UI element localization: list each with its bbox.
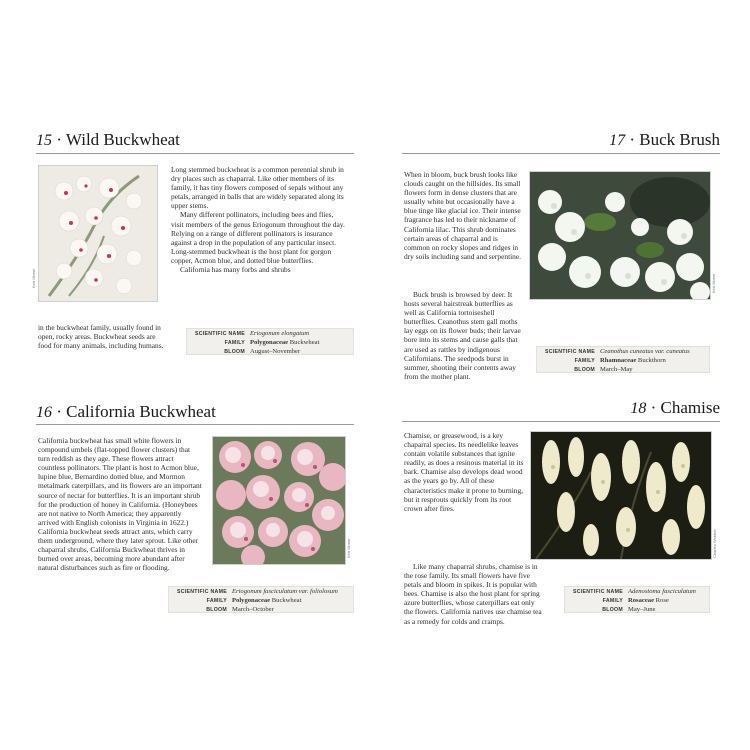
- entry-title: California Buckwheat: [66, 402, 216, 421]
- right-page: [402, 118, 720, 626]
- buck-brush-text-2: Buck brush is browsed by deer. It hosts several hairstreak butterflies as well as California tortoiseshell butterflies. Ceanothus stem gall moths lay eggs on its flower buds; their larvae bore into its stems and cause galls that are used as rattles by indigenous Californians. The seedpods burst in summer, shooting their contents away from the mother plant.: [404, 290, 521, 381]
- california-buckwheat-info-box: SCIENTIFIC NAME Eriogonum fasciculatum var. foliolosum FAMILY Polygonaceae Buckwheat BLOOM March–October: [168, 586, 354, 613]
- chamise-photo: [530, 431, 712, 560]
- left-page: [31, 118, 354, 623]
- wild-buckwheat-info-box: SCIENTIFIC NAME Eriogonum elongatum FAMILY Polygonaceae Buckwheat BLOOM August–November: [186, 328, 354, 355]
- heading-rule: [36, 153, 354, 154]
- entry-heading-buck-brush: 17 · Buck Brush: [609, 130, 720, 149]
- entry-title: Buck Brush: [639, 130, 720, 149]
- photo-credit: Charles Webber: [712, 529, 717, 558]
- wild-buckwheat-text: Long stemmed buckwheat is a common perennial shrub in dry places such as chaparral. Like other members of its family, it has tiny flowers composed of sepals without any petals, arranged in balls that are widely separated along its upper stems. Many different pollinators, including bees and flies, visit members of the genus Eriogonum throughout the day. Relying on a range of different pollinators is insurance against a drop in the population of any particular insect. Long-stemmed buckwheat is the host plant for gorgon copper, Acmon blue, and dotted blue butterflies. California has many forbs and shrubs: [171, 165, 345, 275]
- wild-buckwheat-photo: [38, 165, 158, 302]
- buck-brush-info-box: SCIENTIFIC NAME Ceanothus cuneatus var. cuneatus FAMILY Rhamnaceae Buckthorn BLOOM March–May: [536, 346, 710, 373]
- chamise-text-1: Chamise, or greasewood, is a key chaparral species. Its needlelike leaves contain volatile substances that ignite readily, as does a resinous material in its bark. Chamise also develops dead wood as the years go by. All of these characteristics make it prone to burning, but it resprouts quickly from its root crown after fires.: [404, 431, 524, 513]
- california-buckwheat-text: California buckwheat has small white flowers in compound umbels (flat-topped flower clusters) that turn reddish as they age. These flowers attract countless pollinators. The plant is host to Acmon blue, lupine blue, Bernardino dotted blue, and Mormon metalmark caterpillars, and its flowers are an important source of nectar for butterflies. It is an important shrub for the production of honey in California. (Honeybees are not native to North America; they apparently arrived with English colonists in Virginia in 1622.) California buckwheat seeds attract ants, which carry them underground, where they later sprout. Like other chaparral shrubs, California Buckwheat thrives in burned over areas, becoming more abundant after natural disturbances such as fire or flooding.: [38, 436, 202, 573]
- entry-heading-california-buckwheat: 16 · California Buckwheat: [36, 402, 216, 421]
- wild-buckwheat-text-continued: in the buckwheat family, usually found in open, rocky areas. Buckwheat seeds are food for many animals, including humans.: [38, 323, 164, 351]
- entry-heading-wild-buckwheat: 15 · Wild Buckwheat: [36, 130, 180, 149]
- photo-credit: Keir Morse: [711, 273, 716, 293]
- heading-rule: [36, 424, 354, 425]
- entry-title: Wild Buckwheat: [65, 130, 180, 149]
- heading-rule: [402, 153, 720, 154]
- chamise-info-box: SCIENTIFIC NAME Adenostoma fasciculatum FAMILY Rosaceae Rose BLOOM May–June: [564, 586, 710, 613]
- photo-credit: Keir Morse: [346, 538, 351, 558]
- buck-brush-photo: [529, 171, 711, 300]
- chamise-text-2: Like many chaparral shrubs, chamise is in the rose family. Its small flowers have five petals and bloom in spikes. It is popular with bees. Chamise is also the host plant for spring azure butterflies, whose caterpillars eat only the flowers. California natives use chamise tea as a remedy for colds and cramps.: [404, 562, 542, 626]
- photo-credit: Keir Morse: [31, 268, 36, 288]
- entry-heading-chamise: 18 · Chamise: [630, 398, 720, 417]
- entry-title: Chamise: [660, 398, 720, 417]
- buck-brush-text-1: When in bloom, buck brush looks like clouds caught on the hillsides. Its small flowers form in dense clusters that are usually white but occasionally have a blue tinge like glacial ice. Their intense fragrance has led to their nickname of California lilac. This shrub dominates certain areas of chaparral and is common on rocky slopes and ridges in dry soils including sand and serpentine.: [404, 170, 521, 261]
- california-buckwheat-photo: [212, 436, 346, 565]
- heading-rule: [402, 421, 720, 422]
